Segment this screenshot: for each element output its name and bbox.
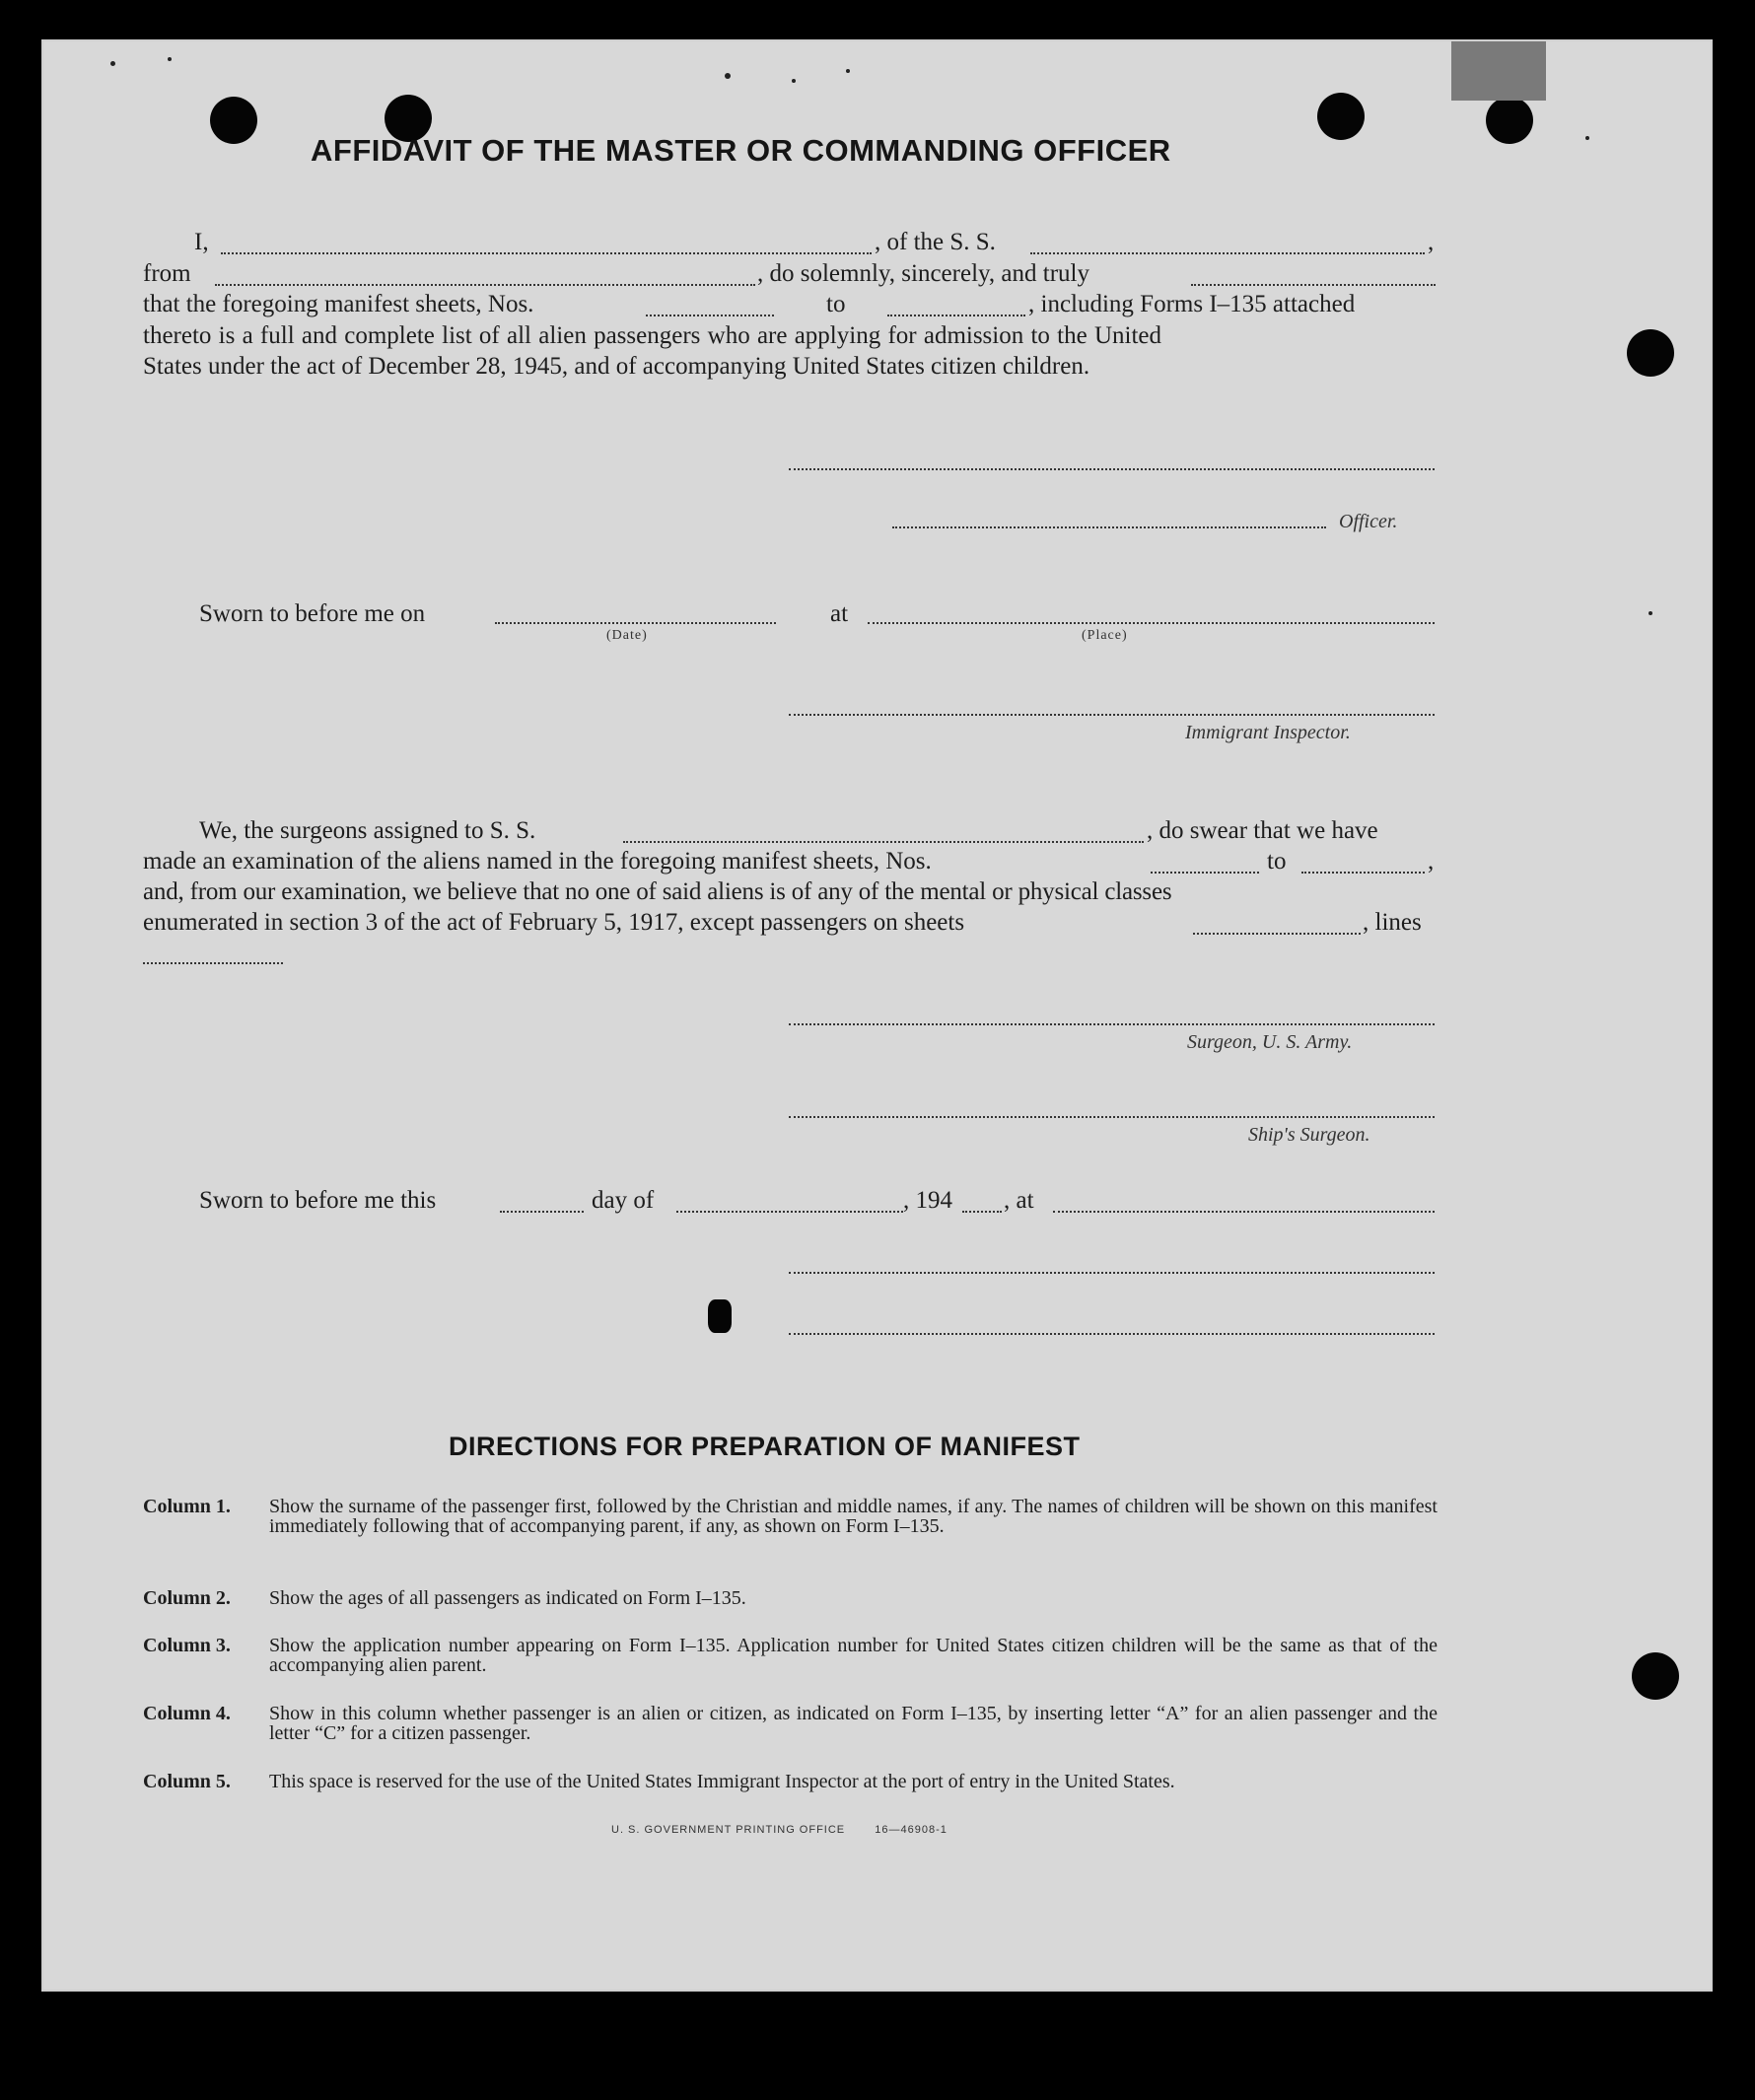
direction-label: Column 3. bbox=[143, 1635, 231, 1656]
army-surgeon-label: Surgeon, U. S. Army. bbox=[1187, 1031, 1353, 1053]
speck bbox=[792, 79, 796, 83]
direction-label: Column 1. bbox=[143, 1496, 231, 1517]
punch-hole bbox=[1317, 93, 1365, 140]
surgeons-text: and, from our examination, we believe that no one of said aliens is of any of the mental or physical classes bbox=[143, 878, 1172, 905]
direction-label: Column 5. bbox=[143, 1771, 231, 1792]
inspector-signature-line[interactable] bbox=[789, 714, 1435, 716]
directions-heading: DIRECTIONS FOR PREPARATION OF MANIFEST bbox=[449, 1432, 1081, 1461]
sworn2-place-field[interactable] bbox=[1053, 1211, 1435, 1213]
place-field[interactable] bbox=[868, 622, 1435, 624]
ink-blot bbox=[708, 1299, 732, 1333]
from-field[interactable] bbox=[215, 284, 755, 286]
affidavit-text: , of the S. S. bbox=[875, 229, 996, 255]
ship-surgeon-signature-line[interactable] bbox=[789, 1116, 1435, 1118]
sworn2-signature-line[interactable] bbox=[789, 1272, 1435, 1274]
affidavit-text: I, bbox=[194, 229, 209, 255]
officer-label: Officer. bbox=[1339, 511, 1398, 532]
direction-text: Show in this column whether passenger is an alien or citizen, as indicated on Form I–135, by inserting letter “A” for an alien passenger and the letter “C” for a citizen passenger. bbox=[269, 1703, 1438, 1744]
date-field[interactable] bbox=[495, 622, 776, 624]
month-field[interactable] bbox=[676, 1211, 903, 1213]
day-field[interactable] bbox=[500, 1211, 584, 1213]
sworn2-title-line[interactable] bbox=[789, 1333, 1435, 1335]
except-sheets-field[interactable] bbox=[1193, 933, 1361, 935]
lines-field[interactable] bbox=[143, 962, 283, 964]
sworn-text: at bbox=[830, 600, 849, 627]
name-field[interactable] bbox=[221, 252, 872, 254]
direction-text: Show the application number appearing on Form I–135. Application number for United States citizen children will be the same as that of the accompanying alien parent. bbox=[269, 1635, 1438, 1676]
surgeons-text: to bbox=[1267, 848, 1287, 875]
punch-hole bbox=[1486, 97, 1533, 144]
surgeons-text: We, the surgeons assigned to S. S. bbox=[199, 817, 536, 844]
sworn2-text: day of bbox=[592, 1187, 655, 1214]
speck bbox=[110, 61, 115, 66]
direction-text: Show the surname of the passenger first, followed by the Christian and middle names, if any. The names of children will be shown on this manifest immediately following that of accompanying parent, if any, as shown on Form I–135. bbox=[269, 1496, 1438, 1537]
direction-text: Show the ages of all passengers as indicated on Form I–135. bbox=[269, 1587, 746, 1609]
affidavit-text: , do solemnly, sincerely, and truly bbox=[757, 260, 1089, 287]
imprint-left: U. S. GOVERNMENT PRINTING OFFICE bbox=[611, 1824, 846, 1836]
speck bbox=[1649, 611, 1652, 615]
imprint-right: 16—46908-1 bbox=[875, 1824, 948, 1836]
direction-text: This space is reserved for the use of the United States Immigrant Inspector at the port of entry in the United States. bbox=[269, 1771, 1175, 1792]
surgeons-text: , do swear that we have bbox=[1147, 817, 1378, 844]
punch-hole bbox=[1632, 1652, 1679, 1700]
speck bbox=[168, 57, 172, 61]
affidavit-text: that the foregoing manifest sheets, Nos. bbox=[143, 291, 534, 317]
ship-field[interactable] bbox=[1030, 252, 1425, 254]
officer-signature-line[interactable] bbox=[789, 468, 1435, 470]
truly-field[interactable] bbox=[1191, 284, 1436, 286]
speck bbox=[725, 73, 731, 79]
officer-title-line[interactable] bbox=[892, 526, 1326, 528]
punch-hole bbox=[210, 97, 257, 144]
ship-surgeon-label: Ship's Surgeon. bbox=[1248, 1124, 1370, 1146]
surgeon-sheets-from-field[interactable] bbox=[1151, 872, 1259, 874]
surgeons-text: made an examination of the aliens named in the foregoing manifest sheets, Nos. bbox=[143, 848, 932, 875]
affidavit-text: from bbox=[143, 260, 191, 287]
surgeon-ship-field[interactable] bbox=[623, 841, 1144, 843]
affidavit-text: , bbox=[1428, 229, 1435, 255]
army-surgeon-signature-line[interactable] bbox=[789, 1023, 1435, 1025]
affidavit-text: to bbox=[826, 291, 846, 317]
surgeons-text: enumerated in section 3 of the act of February 5, 1917, except passengers on sheets bbox=[143, 909, 965, 936]
direction-label: Column 4. bbox=[143, 1703, 231, 1724]
surgeon-sheets-to-field[interactable] bbox=[1301, 872, 1425, 874]
punch-hole bbox=[1627, 329, 1674, 377]
torn-corner bbox=[1451, 41, 1546, 101]
sworn2-text: , 194 bbox=[903, 1187, 952, 1214]
year-field[interactable] bbox=[962, 1211, 1002, 1213]
affidavit-text: , including Forms I–135 attached bbox=[1028, 291, 1356, 317]
inspector-label: Immigrant Inspector. bbox=[1185, 722, 1351, 743]
sworn2-text: , at bbox=[1004, 1187, 1034, 1214]
speck bbox=[846, 69, 850, 73]
affidavit-text: States under the act of December 28, 1945, and of accompanying United States citizen children. bbox=[143, 353, 1090, 380]
sheets-from-field[interactable] bbox=[646, 315, 774, 316]
sheets-to-field[interactable] bbox=[887, 315, 1025, 316]
sworn2-text: Sworn to before me this bbox=[199, 1187, 437, 1214]
affidavit-text: thereto is a full and complete list of all alien passengers who are applying for admission to the United bbox=[143, 322, 1162, 349]
surgeons-text: , bbox=[1428, 848, 1435, 875]
direction-label: Column 2. bbox=[143, 1587, 231, 1609]
sworn-text: Sworn to before me on bbox=[199, 600, 426, 627]
affidavit-heading: AFFIDAVIT OF THE MASTER OR COMMANDING OFFICER bbox=[311, 133, 1171, 168]
date-caption: (Date) bbox=[606, 628, 648, 643]
printing-office-imprint bbox=[611, 1824, 948, 1836]
place-caption: (Place) bbox=[1082, 628, 1128, 643]
speck bbox=[1585, 136, 1589, 140]
surgeons-text: , lines bbox=[1363, 909, 1422, 936]
